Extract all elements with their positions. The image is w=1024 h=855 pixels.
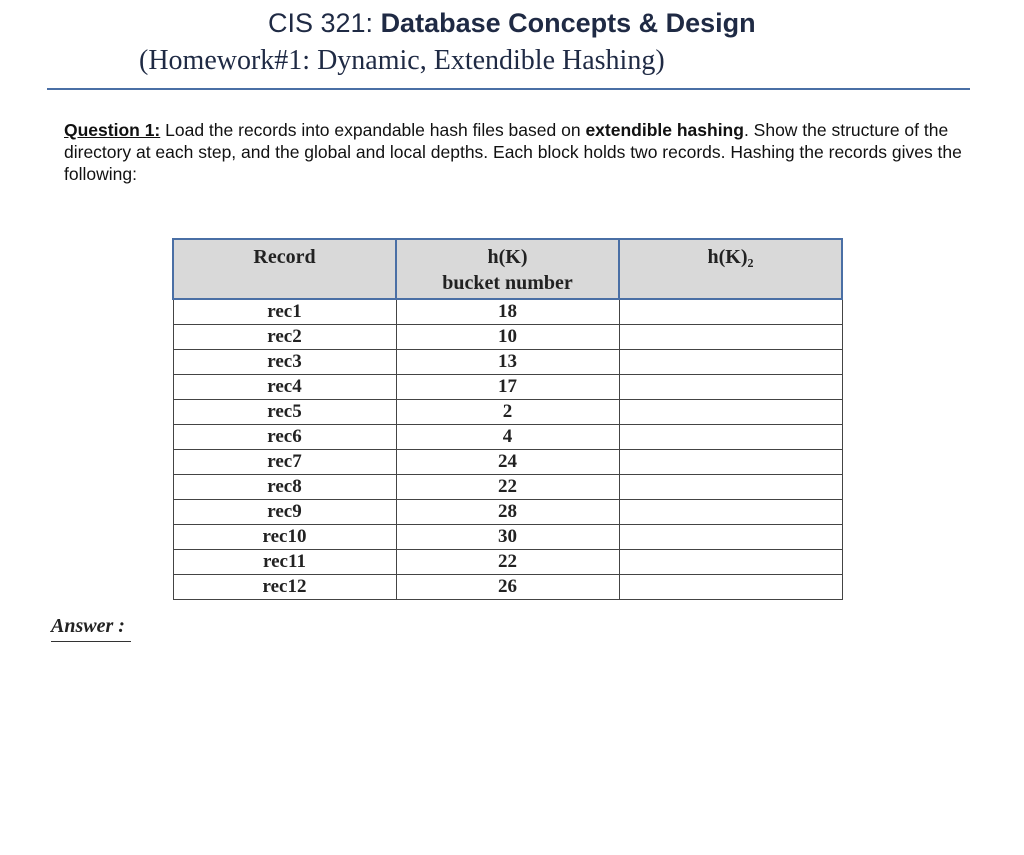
cell-binary[interactable] [619,575,842,600]
page-title [268,8,756,39]
page-subtitle: (Homework#1: Dynamic, Extendible Hashing) [139,45,665,76]
cell-record: rec2 [173,325,396,350]
cell-record: rec10 [173,525,396,550]
table-row [173,475,842,500]
cell-binary[interactable] [619,350,842,375]
cell-bucket: 10 [396,325,619,350]
cell-record: rec7 [173,450,396,475]
table-header-row [173,239,842,299]
table-row [173,325,842,350]
cell-binary[interactable] [619,525,842,550]
cell-bucket: 28 [396,500,619,525]
course-title: Database Concepts & Design [380,8,756,38]
course-code: CIS 321: [268,8,381,38]
question-text [64,119,969,185]
table-row [173,299,842,325]
header-hk2: h(K)₂ [619,239,842,299]
cell-bucket: 4 [396,425,619,450]
cell-bucket: 30 [396,525,619,550]
question-text-before: Load the records into expandable hash files based on [160,120,586,140]
question-text-after: . Show the structure of the directory at each step, and the global and local depths. Each block holds two records. Hashing the records gives the following: [64,120,962,184]
cell-bucket: 17 [396,375,619,400]
cell-record: rec8 [173,475,396,500]
cell-record: rec4 [173,375,396,400]
cell-binary[interactable] [619,550,842,575]
question-label: Question 1: [64,120,161,140]
cell-bucket: 2 [396,400,619,425]
table-row [173,575,842,600]
title-divider [47,88,970,90]
table-row [173,450,842,475]
cell-binary[interactable] [619,400,842,425]
cell-bucket: 22 [396,550,619,575]
cell-binary[interactable] [619,425,842,450]
cell-record: rec1 [173,299,396,325]
table-row [173,425,842,450]
cell-bucket: 22 [396,475,619,500]
table-row [173,550,842,575]
cell-bucket: 18 [396,299,619,325]
records-body [173,299,842,600]
cell-record: rec5 [173,400,396,425]
header-record: Record [173,239,396,299]
cell-record: rec11 [173,550,396,575]
answer-label: Answer : [51,615,131,642]
table-row [173,525,842,550]
table-row [173,375,842,400]
cell-bucket: 24 [396,450,619,475]
cell-binary[interactable] [619,450,842,475]
cell-record: rec6 [173,425,396,450]
table-row [173,350,842,375]
cell-record: rec9 [173,500,396,525]
cell-bucket: 26 [396,575,619,600]
cell-record: rec12 [173,575,396,600]
header-hk-line1: h(K) [487,246,528,268]
records-table [172,238,843,600]
question-bold-phrase: extendible hashing [585,120,744,140]
cell-binary[interactable] [619,500,842,525]
cell-record: rec3 [173,350,396,375]
cell-binary[interactable] [619,375,842,400]
cell-binary[interactable] [619,475,842,500]
cell-binary[interactable] [619,325,842,350]
cell-binary[interactable] [619,299,842,325]
header-hk-line2: bucket number [442,272,573,294]
cell-bucket: 13 [396,350,619,375]
table-row [173,500,842,525]
header-hk [396,239,619,299]
table-row [173,400,842,425]
